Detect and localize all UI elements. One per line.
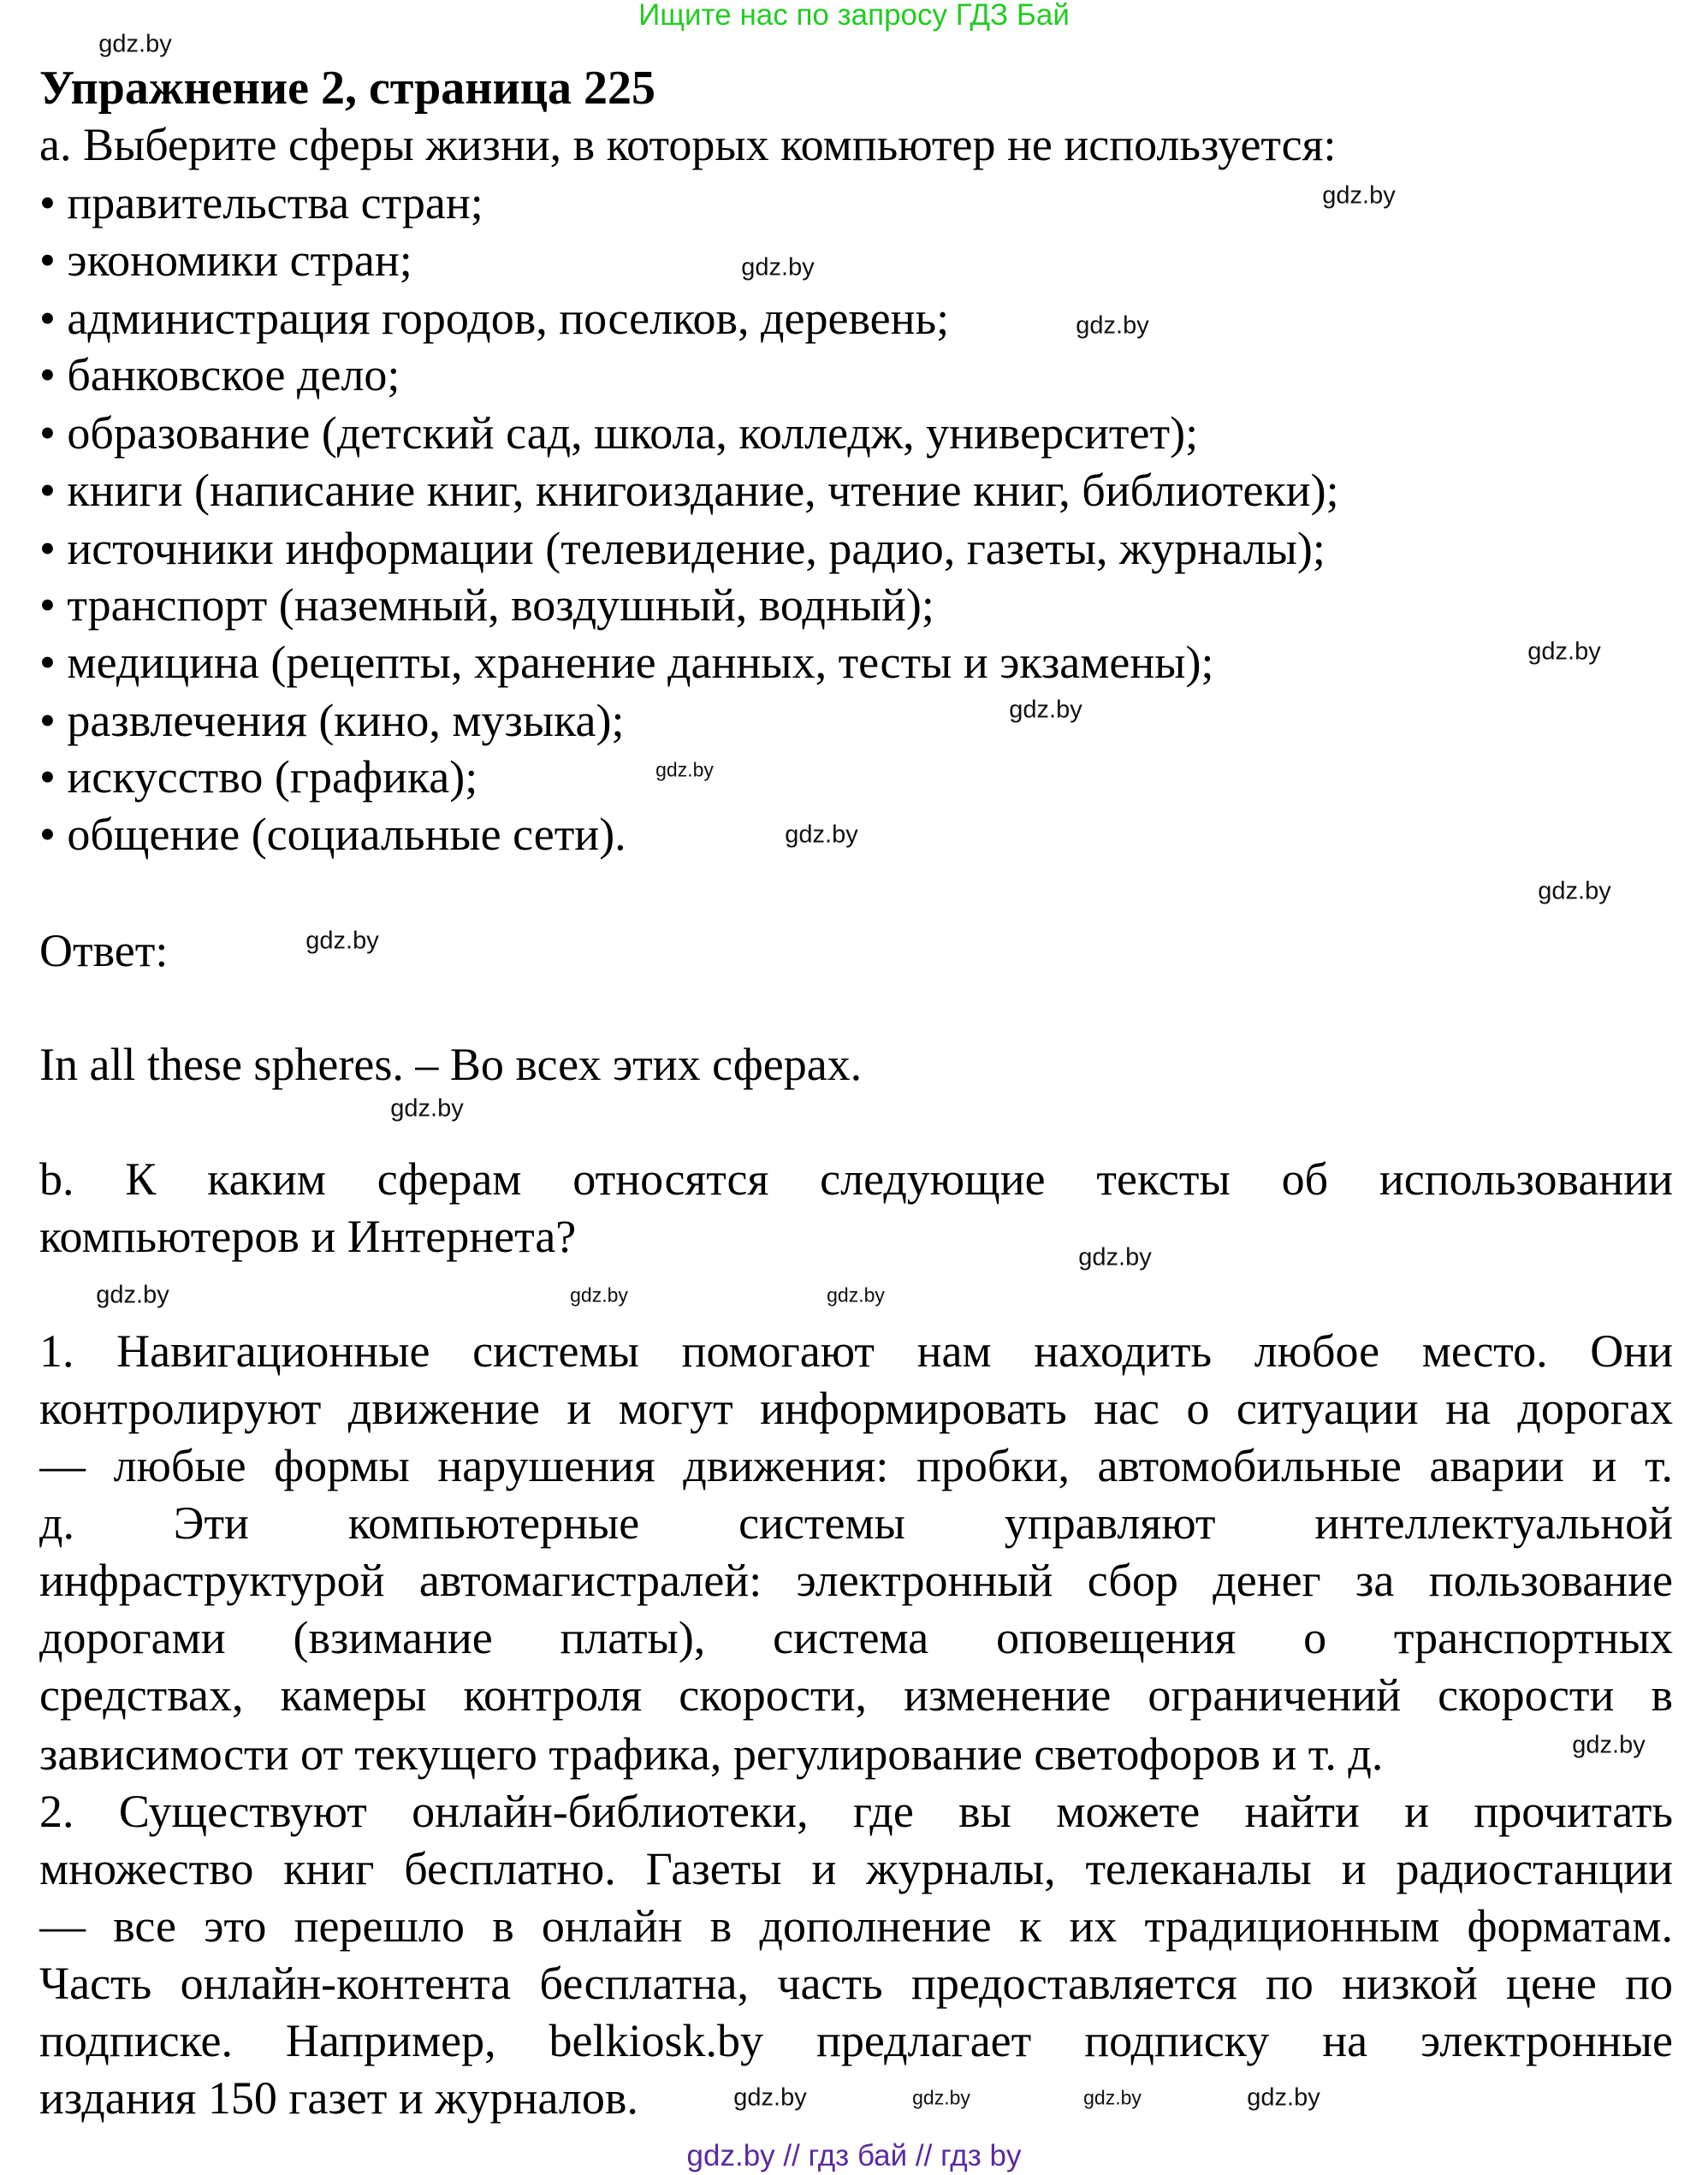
watermark: gdz.by xyxy=(655,758,714,781)
answer-label: Ответ: xyxy=(39,925,169,976)
list-item: • развлечения (кино, музыка); xyxy=(39,695,625,746)
list-item: • банковское дело; xyxy=(39,349,400,400)
watermark: gdz.by xyxy=(96,1281,169,1309)
paragraph-line: 2. Существуют онлайн-библиотеки, где вы можете найти и прочитать xyxy=(39,1786,1673,1837)
paragraph-line: контролируют движение и могут информировать нас о ситуации на дорогах xyxy=(39,1383,1673,1434)
question-a: a. Выберите сферы жизни, в которых компьютер не используется: xyxy=(39,119,1337,170)
page-title: Упражнение 2, страница 225 xyxy=(39,62,656,115)
watermark: gdz.by xyxy=(1527,637,1601,666)
search-hint-banner: Ищите нас по запросу ГДЗ Бай xyxy=(638,0,1070,32)
watermark: gdz.by xyxy=(785,821,858,849)
watermark: gdz.by xyxy=(1076,311,1149,340)
paragraph-line: инфраструктурой автомагистралей: электронный сбор денег за пользование xyxy=(39,1555,1673,1606)
watermark: gdz.by xyxy=(1078,1243,1152,1271)
paragraph-line: Часть онлайн-контента бесплатна, часть предоставляется по низкой цене по xyxy=(39,1958,1673,2009)
watermark: gdz.by xyxy=(912,2086,970,2109)
watermark: gdz.by xyxy=(570,1283,628,1307)
watermark: gdz.by xyxy=(1322,181,1396,210)
list-item: • транспорт (наземный, воздушный, водный); xyxy=(39,579,934,631)
list-item: • правительства стран; xyxy=(39,177,483,228)
watermark: gdz.by xyxy=(733,2083,807,2112)
watermark: gdz.by xyxy=(1538,877,1611,905)
paragraph-line: множество книг бесплатно. Газеты и журналы, телеканалы и радиостанции xyxy=(39,1843,1673,1894)
watermark: gdz.by xyxy=(1572,1731,1646,1759)
watermark: gdz.by xyxy=(98,30,172,58)
list-item: • образование (детский сад, школа, колледж, университет); xyxy=(39,407,1199,459)
paragraph-line: дорогами (взимание платы), система оповещения о транспортных xyxy=(39,1612,1673,1663)
question-b-line: b. К каким сферам относятся следующие тексты об использовании xyxy=(39,1153,1673,1205)
watermark: gdz.by xyxy=(1009,696,1082,724)
paragraph-line: — любые формы нарушения движения: пробки, автомобильные аварии и т. xyxy=(39,1440,1673,1491)
watermark: gdz.by xyxy=(1083,2086,1142,2109)
watermark: gdz.by xyxy=(741,253,815,282)
paragraph-line: издания 150 газет и журналов. xyxy=(39,2072,638,2124)
list-item: • администрация городов, поселков, деревень; xyxy=(39,293,950,344)
answer-text: In all these spheres. – Во всех этих сферах. xyxy=(39,1039,863,1090)
watermark: gdz.by xyxy=(827,1283,885,1307)
paragraph-line: 1. Навигационные системы помогают нам находить любое место. Они xyxy=(39,1325,1673,1377)
paragraph-line: средствах, камеры контроля скорости, изменение ограничений скорости в xyxy=(39,1669,1673,1721)
paragraph-line: подписке. Например, belkiosk.by предлагает подписку на электронные xyxy=(39,2015,1673,2066)
watermark: gdz.by xyxy=(1247,2083,1320,2112)
paragraph-line: д. Эти компьютерные системы управляют интеллектуальной xyxy=(39,1497,1673,1549)
list-item: • медицина (рецепты, хранение данных, тесты и экзамены); xyxy=(39,637,1214,688)
watermark: gdz.by xyxy=(390,1094,464,1123)
footer-links: gdz.by // гдз бай // гдз by xyxy=(686,2139,1022,2172)
watermark: gdz.by xyxy=(305,927,379,955)
list-item: • общение (социальные сети). xyxy=(39,809,626,860)
paragraph-line: зависимости от текущего трафика, регулирование светофоров и т. д. xyxy=(39,1728,1384,1780)
list-item: • искусство (графика); xyxy=(39,751,478,803)
list-item: • книги (написание книг, книгоиздание, чтение книг, библиотеки); xyxy=(39,465,1339,516)
paragraph-line: — все это перешло в онлайн в дополнение к их традиционным форматам. xyxy=(39,1900,1673,1952)
list-item: • источники информации (телевидение, радио, газеты, журналы); xyxy=(39,523,1325,574)
list-item: • экономики стран; xyxy=(39,234,412,286)
question-b-line: компьютеров и Интернета? xyxy=(39,1211,577,1262)
